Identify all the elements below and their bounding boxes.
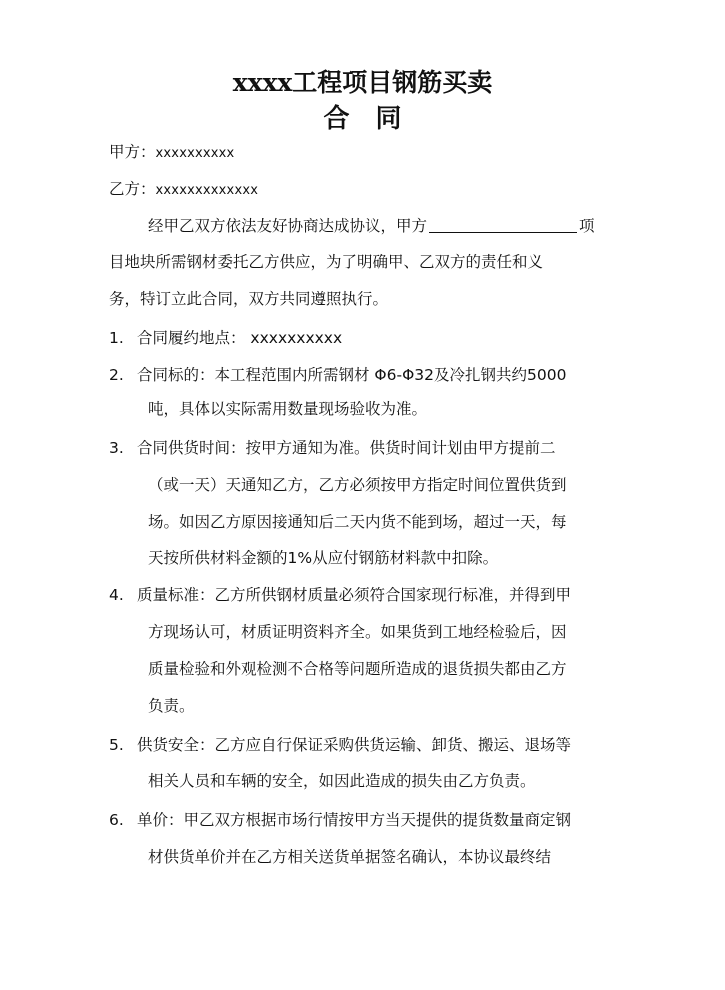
clause-text: 合同标的：本工程范围内所需钢材 Φ6-Φ32及冷扎钢共约5000 bbox=[137, 366, 567, 384]
clause-text: 质量标准：乙方所供钢材质量必须符合国家现行标准，并得到甲 bbox=[137, 586, 572, 604]
clause-number: 2. bbox=[109, 366, 124, 384]
clause-4-cont-1: 方现场认可，材质证明资料齐全。如果货到工地经检验后，因 bbox=[148, 623, 567, 641]
clause-4-cont-2: 质量检验和外观检测不合格等问题所造成的退货损失都由乙方 bbox=[148, 660, 567, 678]
clause-number: 1. bbox=[109, 329, 124, 347]
clause-number: 4. bbox=[109, 586, 124, 604]
clause-5 bbox=[109, 734, 571, 756]
clause-text: 供货安全：乙方应自行保证采购供货运输、卸货、搬运、退场等 bbox=[137, 736, 572, 754]
clause-text: 合同供货时间：按甲方通知为准。供货时间计划由甲方提前二 bbox=[137, 439, 556, 457]
clause-6-cont: 材供货单价并在乙方相关送货单据签名确认，本协议最终结 bbox=[148, 848, 552, 866]
clause-number: 5. bbox=[109, 736, 124, 754]
party-b-value: xxxxxxxxxxxxx bbox=[155, 183, 259, 198]
clause-3-cont-2: 场。如因乙方原因接通知后二天内货不能到场，超过一天，每 bbox=[148, 513, 567, 531]
clause-text: 单价：甲乙双方根据市场行情按甲方当天提供的提货数量商定钢 bbox=[137, 811, 572, 829]
clause-5-cont: 相关人员和车辆的安全，如因此造成的损失由乙方负责。 bbox=[148, 772, 536, 790]
party-b bbox=[109, 178, 258, 202]
clause-3-cont-1: （或一天）天通知乙方，乙方必须按甲方指定时间位置供货到 bbox=[148, 476, 567, 494]
clause-number: 6. bbox=[109, 811, 124, 829]
clause-4-cont-3: 负责。 bbox=[148, 697, 195, 715]
clause-6 bbox=[109, 809, 571, 831]
clause-2 bbox=[109, 364, 566, 386]
party-a-blank-field bbox=[429, 216, 577, 233]
clause-2-cont: 吨，具体以实际需用数量现场验收为准。 bbox=[148, 400, 428, 418]
clause-1 bbox=[109, 327, 342, 349]
clause-3-cont-3: 天按所供材料金额的1%从应付钢筋材料款中扣除。 bbox=[148, 549, 499, 567]
intro-line-1 bbox=[148, 215, 595, 237]
intro-text-a: 经甲乙双方依法友好协商达成协议，甲方 bbox=[148, 217, 428, 235]
intro-line-2: 目地块所需钢材委托乙方供应，为了明确甲、乙双方的责任和义 bbox=[109, 253, 544, 271]
document-subtitle: 合同 bbox=[323, 104, 428, 134]
party-a-value: xxxxxxxxxx bbox=[155, 146, 235, 161]
party-b-label: 乙方： bbox=[109, 180, 156, 198]
party-a bbox=[109, 141, 234, 165]
intro-line-3: 务，特订立此合同，双方共同遵照执行。 bbox=[109, 290, 389, 308]
clause-text: 合同履约地点： xxxxxxxxxx bbox=[137, 329, 343, 347]
intro-text-b: 项 bbox=[579, 217, 595, 235]
document-title: xxxx工程项目钢筋买卖 bbox=[232, 68, 493, 97]
clause-number: 3. bbox=[109, 439, 124, 457]
clause-4 bbox=[109, 584, 571, 606]
clause-3 bbox=[109, 437, 556, 459]
party-a-label: 甲方： bbox=[109, 143, 156, 161]
